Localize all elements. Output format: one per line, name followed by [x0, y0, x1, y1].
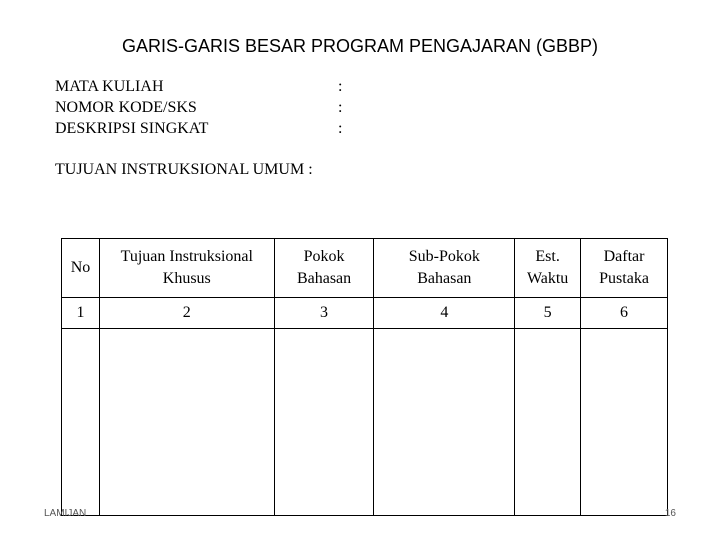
- header-est-waktu: Est. Waktu: [515, 239, 581, 298]
- header-tujuan-instruksional-khusus: Tujuan Instruksional Khusus: [99, 239, 274, 298]
- empty-cell[interactable]: [99, 329, 274, 516]
- footer-author: LAMIJAN: [44, 508, 87, 519]
- course-info: [55, 76, 355, 139]
- info-colon: :: [338, 78, 343, 95]
- page-title: GARIS-GARIS BESAR PROGRAM PENGAJARAN (GBBP): [121, 36, 599, 56]
- info-colon: :: [338, 120, 343, 137]
- header-daftar-pustaka: Daftar Pustaka: [581, 239, 668, 298]
- column-number: 5: [515, 298, 581, 329]
- empty-cell[interactable]: [374, 329, 515, 516]
- info-colon: :: [338, 99, 343, 116]
- info-row-mata-kuliah: [55, 76, 355, 97]
- header-no: No: [62, 239, 100, 298]
- empty-cell[interactable]: [274, 329, 374, 516]
- column-number: 2: [99, 298, 274, 329]
- column-number: 4: [374, 298, 515, 329]
- header-sub-pokok-bahasan: Sub-Pokok Bahasan: [374, 239, 515, 298]
- info-label: DESKRIPSI SINGKAT: [55, 120, 209, 137]
- empty-cell[interactable]: [515, 329, 581, 516]
- column-number: 6: [581, 298, 668, 329]
- tiu-label: TUJUAN INSTRUKSIONAL UMUM :: [55, 161, 313, 178]
- header-pokok-bahasan: Pokok Bahasan: [274, 239, 374, 298]
- column-number: 3: [274, 298, 374, 329]
- info-label: NOMOR KODE/SKS: [55, 99, 197, 116]
- info-row-deskripsi: [55, 118, 355, 139]
- empty-cell[interactable]: [62, 329, 100, 516]
- table-number-row: [62, 298, 668, 329]
- info-row-nomor-kode: [55, 97, 355, 118]
- info-label: MATA KULIAH: [55, 78, 164, 95]
- page-number: 16: [664, 508, 676, 519]
- table-header-row: [62, 239, 668, 298]
- column-number: 1: [62, 298, 100, 329]
- table-body-row: [62, 329, 668, 516]
- empty-cell[interactable]: [581, 329, 668, 516]
- gbpp-table: [61, 238, 668, 516]
